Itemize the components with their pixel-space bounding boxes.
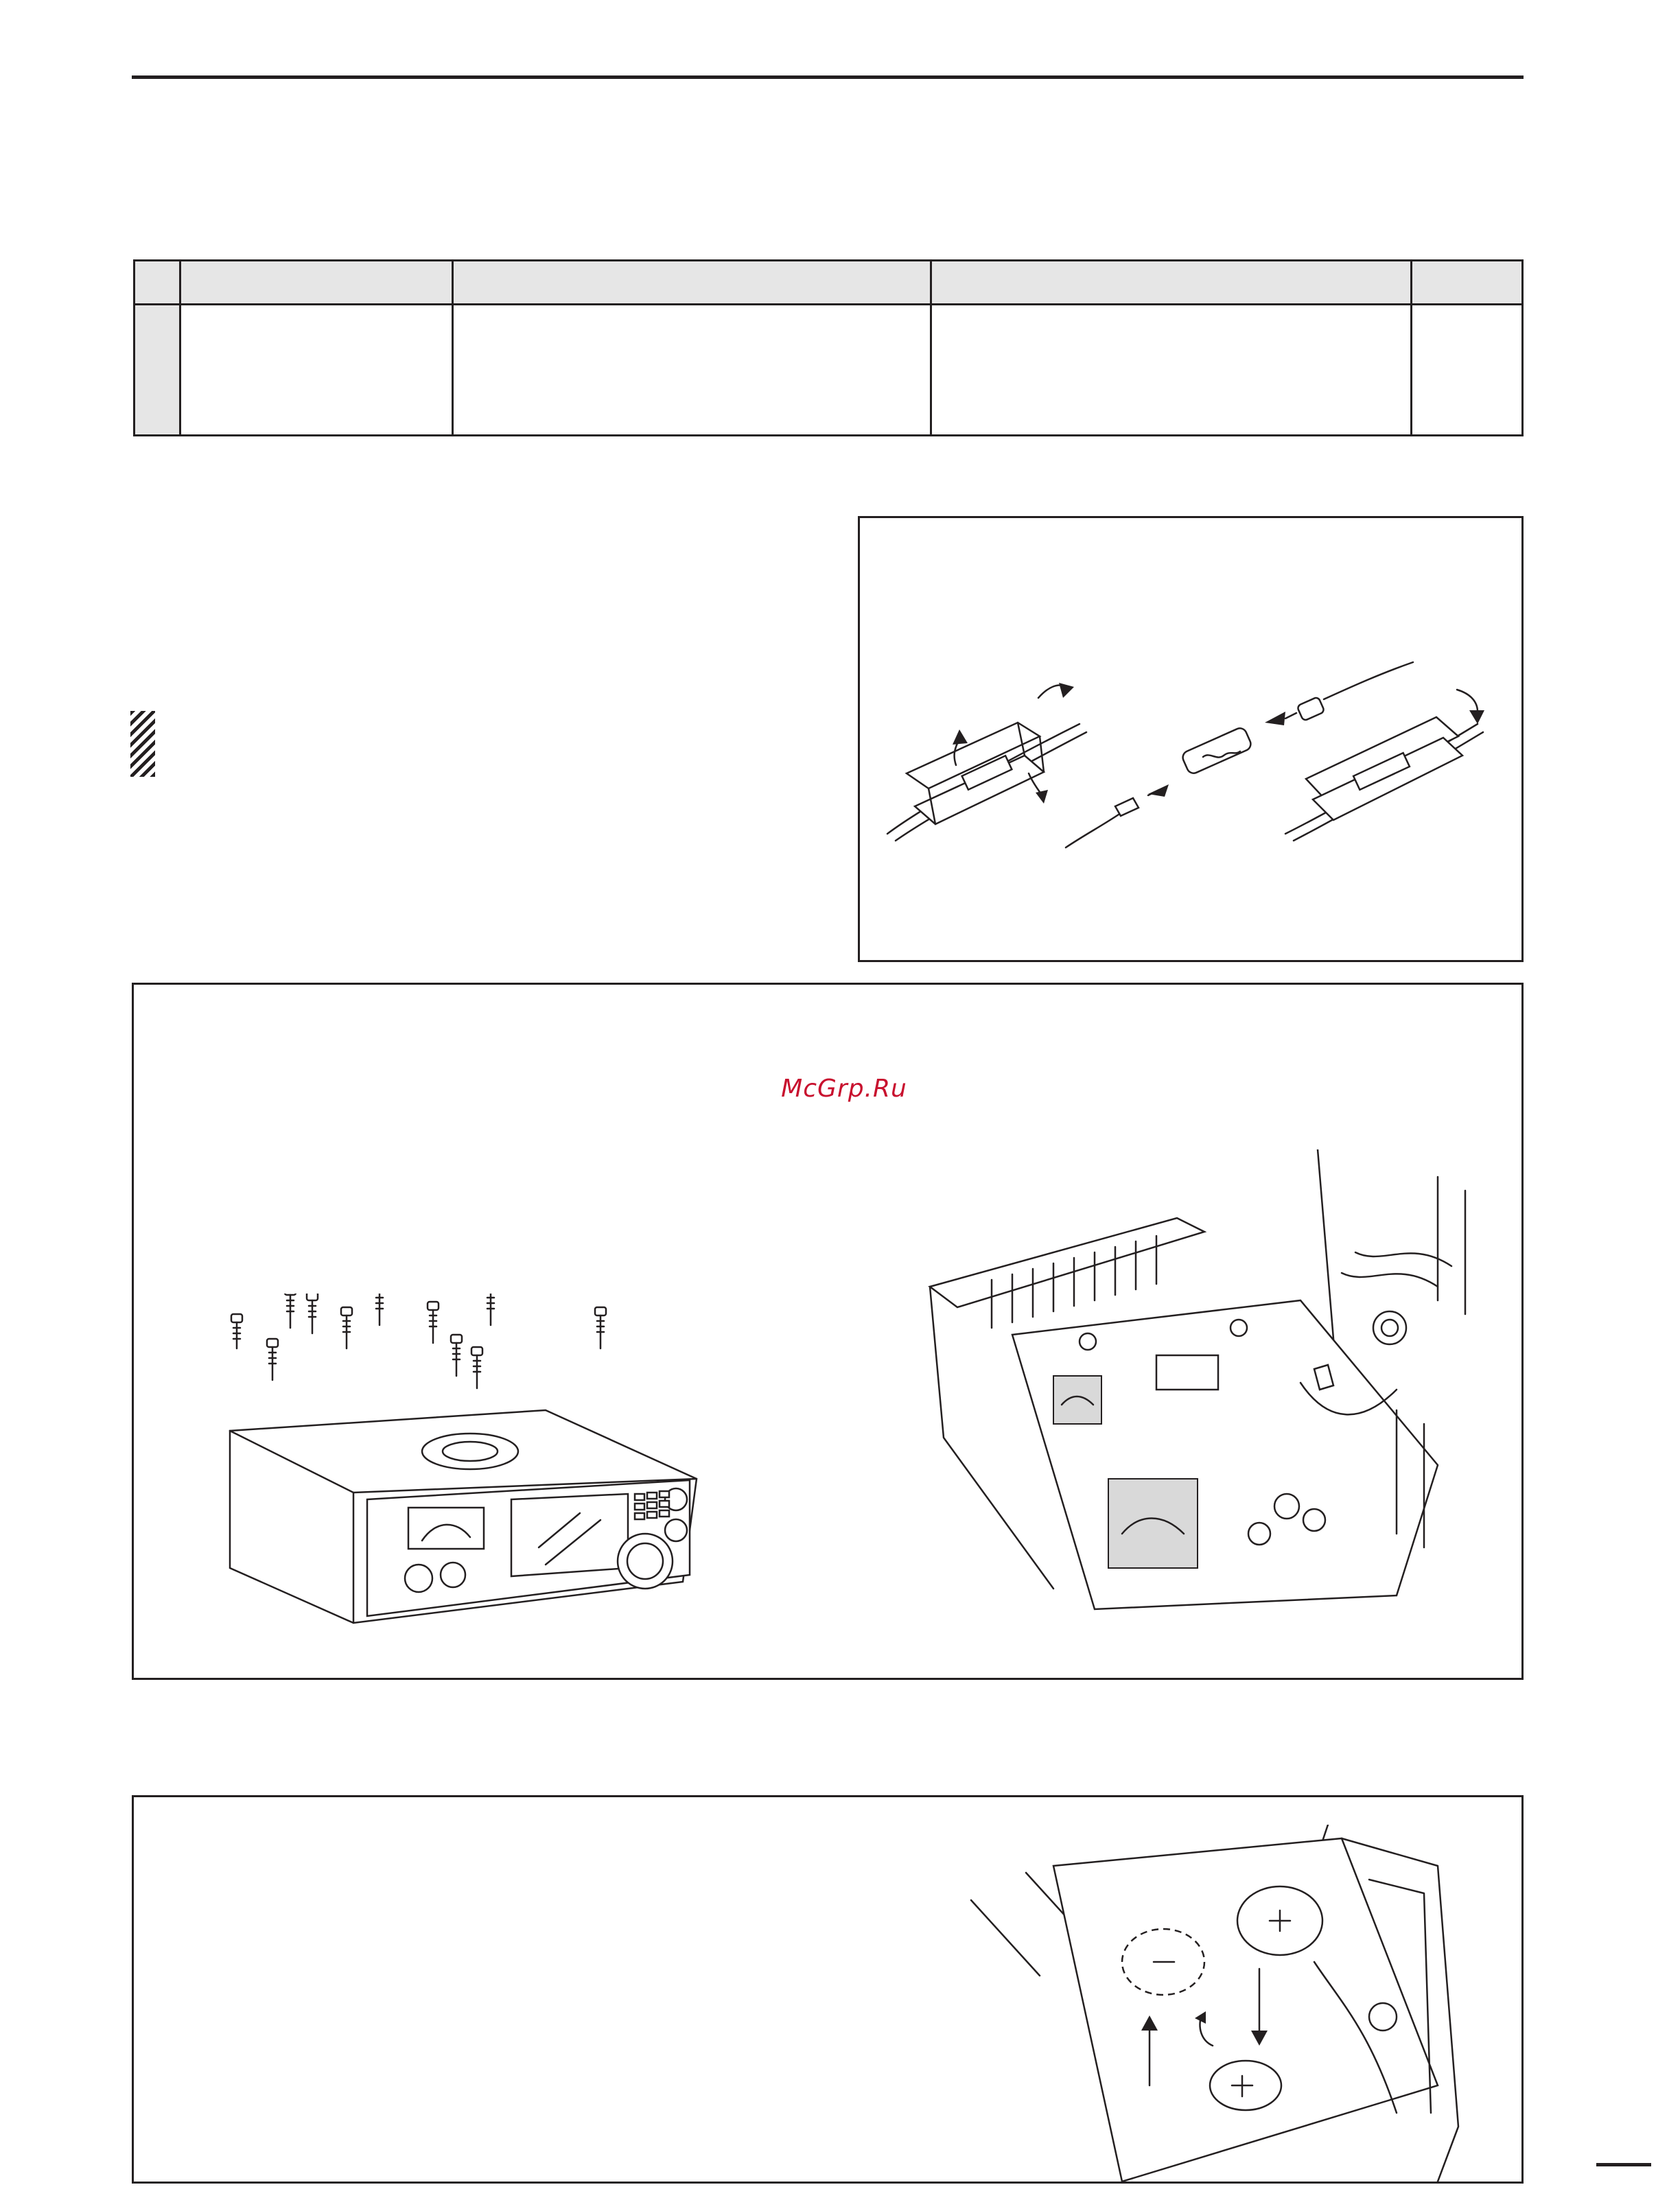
table-col-divider (1410, 261, 1412, 434)
internal-unit-fuse-illustration (916, 1149, 1493, 1616)
watermark-text: McGrp.Ru (781, 1075, 907, 1103)
backup-battery-illustration (957, 1825, 1479, 2182)
table-col-divider (930, 261, 932, 434)
table-col-divider (179, 261, 181, 434)
transceiver-cover-screws-illustration (216, 1294, 868, 1637)
top-rule (132, 75, 1524, 79)
screw-set (231, 1294, 606, 1388)
fuse-holder-illustration (860, 518, 1526, 964)
fuse-figure-box (858, 516, 1524, 962)
button-grid (635, 1491, 669, 1519)
caution-hatch-mark (130, 711, 155, 777)
spec-table (133, 259, 1524, 436)
page-edge-tab (1596, 2163, 1651, 2166)
fuse-holder-open-left (887, 683, 1086, 841)
table-header-row (135, 261, 1521, 305)
battery-figure-box (132, 1795, 1524, 2184)
table-col-divider (452, 261, 454, 434)
table-row-marker (135, 305, 180, 434)
